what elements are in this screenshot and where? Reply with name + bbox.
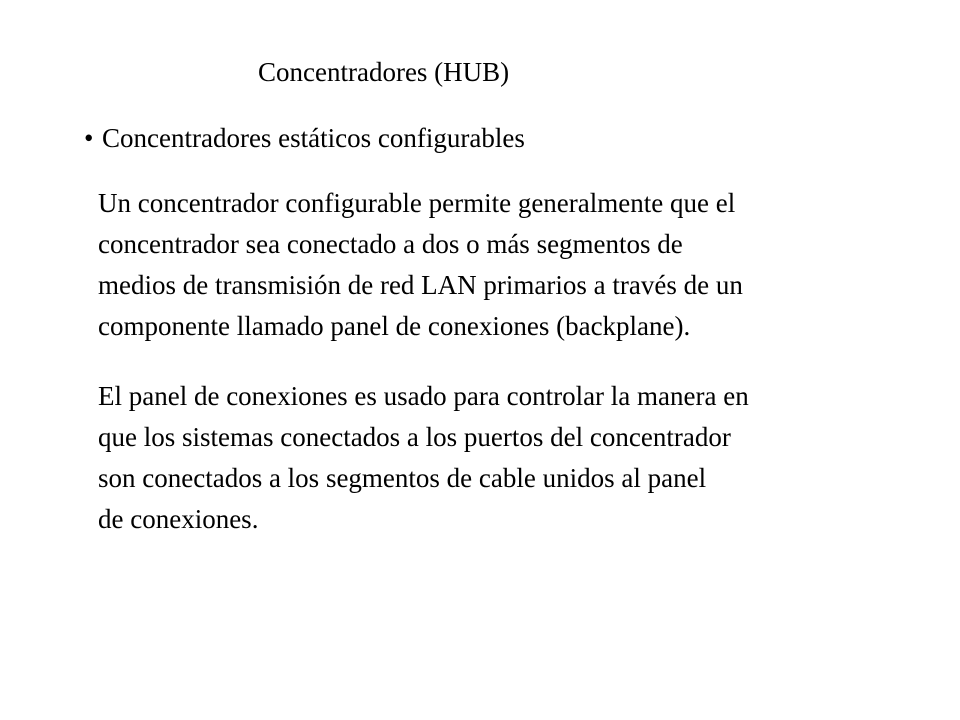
paragraph-2	[98, 376, 749, 540]
paragraph-line: medios de transmisión de red LAN primarios a través de un	[98, 270, 743, 300]
bullet-text: Concentradores estáticos configurables	[102, 123, 525, 153]
paragraph-line: El panel de conexiones es usado para controlar la manera en	[98, 381, 749, 411]
paragraph-1	[98, 183, 743, 347]
paragraph-line: de conexiones.	[98, 504, 259, 534]
paragraph-line: concentrador sea conectado a dos o más segmentos de	[98, 229, 683, 259]
paragraph-line: Un concentrador configurable permite generalmente que el	[98, 188, 736, 218]
bullet-item	[84, 118, 525, 158]
bullet-marker: •	[84, 123, 94, 153]
paragraph-line: que los sistemas conectados a los puertos del concentrador	[98, 422, 731, 452]
paragraph-line: componente llamado panel de conexiones (backplane).	[98, 311, 691, 341]
paragraph-line: son conectados a los segmentos de cable unidos al panel	[98, 463, 707, 493]
slide-title: Concentradores (HUB)	[258, 57, 510, 87]
